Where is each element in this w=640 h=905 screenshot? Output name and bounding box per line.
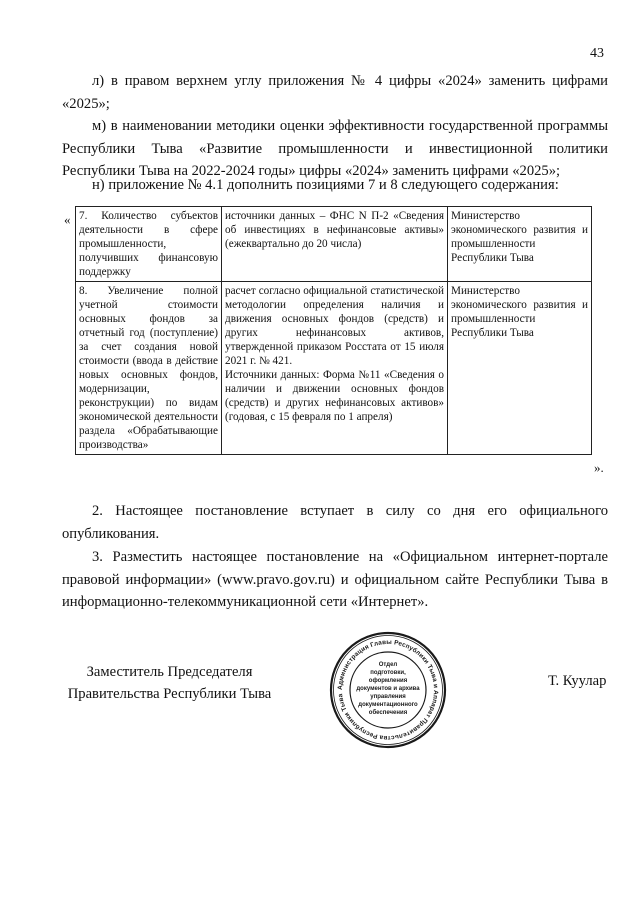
- paragraph-m: м) в наименовании методики оценки эффективности государственной программы Республики Тыва «Развитие промышленности и инвестиционной политики Республики Тыва на 2022-2024 годы» цифры «2024» заменить цифрами «2025»;: [62, 118, 608, 179]
- svg-text:документационного: документационного: [358, 702, 418, 708]
- table-cell-responsible: Министерство экономического развития и промышленности Республики Тыва: [448, 207, 592, 282]
- signatory-name: Т. Куулар: [548, 673, 607, 689]
- svg-text:управления: управления: [370, 694, 406, 700]
- svg-text:оформления: оформления: [368, 678, 408, 684]
- svg-text:документов и архива: документов и архива: [356, 686, 420, 692]
- svg-text:обеспечения: обеспечения: [368, 710, 408, 716]
- official-seal: [328, 630, 448, 750]
- table-cell-indicator: 8. Увеличение полной учетной стоимости основных фондов за отчетный год (поступление) за счет создания новой стоимости (ввода в действие новых основных фондов, модернизации, реконструкции) по видам экономической деятельности раздела «Обрабатывающие производства»: [76, 282, 222, 455]
- table-row: [76, 207, 592, 282]
- table-cell-source-combined: [222, 282, 448, 455]
- svg-text:подготовки,: подготовки,: [370, 670, 406, 676]
- indicators-table: [75, 206, 592, 455]
- clause-3: 3. Разместить настоящее постановление на «Официальном интернет-портале правовой информации» (www.pravo.gov.ru) и официальном сайте Республики Тыва в информационно-телекоммуникационной сети «Интернет».: [62, 549, 608, 610]
- signatory-title-line: Правительства Республики Тыва: [67, 686, 272, 702]
- signatory-title-line: Заместитель Председателя: [86, 664, 253, 680]
- table-cell-source-extra: Источники данных: Форма №11 «Сведения о наличии и движении основных фондов (средств) и других нефинансовых активов» (годовая, с 15 февраля по 1 апреля): [225, 369, 444, 423]
- svg-text:Администрация Главы Республики: Администрация Главы Республики Тыва и Аппарат Правительства Республики Тыва: [336, 638, 440, 742]
- table-cell-responsible: Министерство экономического развития и промышленности Республики Тыва: [448, 282, 592, 455]
- signatory-title: [62, 661, 277, 705]
- table-close-quote: ».: [594, 460, 604, 475]
- table-cell-indicator: 7. Количество субъектов деятельности в сфере промышленности, получивших финансовую поддержку: [76, 207, 222, 282]
- table-cell-source: источники данных – ФНС N П-2 «Сведения об инвестициях в нефинансовые активы» (ежеквартально до 20 числа): [222, 207, 448, 282]
- clause-2: 2. Настоящее постановление вступает в силу со дня его официального опубликования.: [62, 503, 608, 542]
- page-number: 43: [590, 46, 604, 61]
- table-row: [76, 282, 592, 455]
- table-cell-source: расчет согласно официальной статистической методологии определения наличия и движения основных фондов (средств) и других нефинансовых активов, утвержденной приказом Росстата от 15 июля 2021 г. № 421.: [225, 285, 444, 367]
- paragraph-l: л) в правом верхнем углу приложения № 4 цифры «2024» заменить цифрами «2025»;: [62, 73, 608, 112]
- paragraph-n: н) приложение № 4.1 дополнить позициями 7 и 8 следующего содержания:: [92, 177, 559, 193]
- table-open-quote: «: [64, 212, 71, 227]
- svg-text:Отдел: Отдел: [378, 662, 398, 668]
